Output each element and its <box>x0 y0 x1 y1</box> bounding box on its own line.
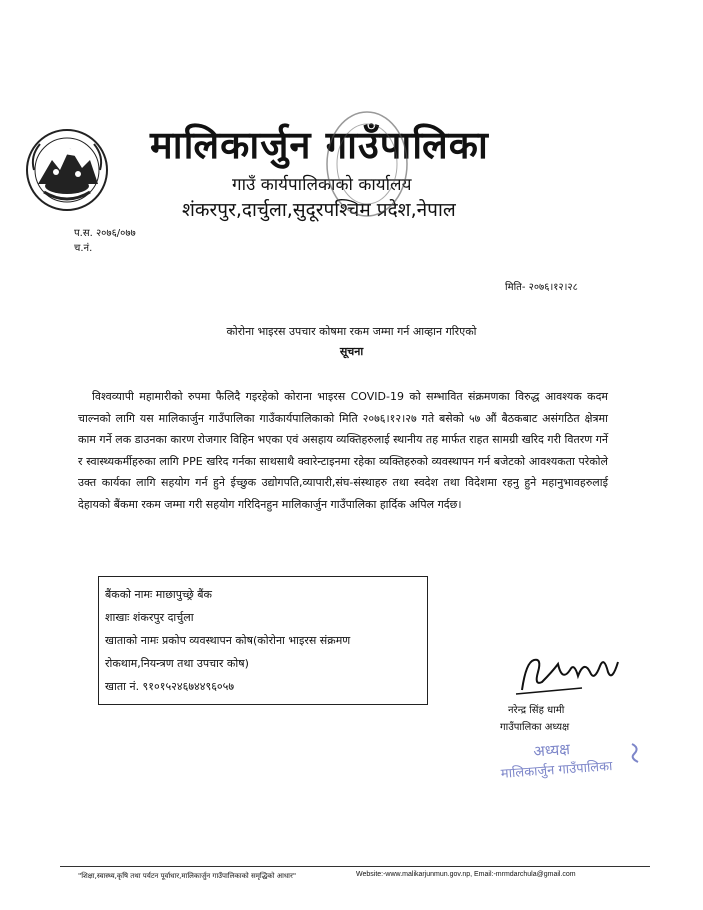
office-address: शंकरपुर,दार्चुला,सुदूरपश्चिम प्रदेश,नेपाल <box>182 199 456 221</box>
stamp-line1: अध्यक्ष <box>532 740 571 761</box>
bank-name: बैंकको नामः माछापुच्छ्रे बैंक <box>105 588 212 601</box>
footer-slogan: "शिक्षा,स्वास्थ्य,कृषि तथा पर्यटन पूर्वाधार,मालिकार्जुन गाउँपालिकाको समृद्धिको आधार" <box>78 872 297 880</box>
stamp-ink-mark-icon <box>628 742 644 764</box>
reference-number: प.स. २०७६/०७७ <box>74 228 136 239</box>
account-name-line1: खाताको नामः प्रकोप व्यवस्थापन कोष(कोरोना भाइरस संक्रमण <box>105 634 351 647</box>
signatory-name: नरेन्द्र सिंह धामी <box>508 705 565 716</box>
footer-divider <box>60 866 650 867</box>
nepal-government-emblem-icon <box>24 126 110 216</box>
chairperson-stamp <box>499 736 613 782</box>
bank-branch: शाखाः शंकरपुर दार्चुला <box>105 611 194 624</box>
account-number: खाता नं. ९१०१५२४६७४४९६०५७ <box>105 680 235 693</box>
notice-heading: सूचना <box>339 345 364 358</box>
stamp-line2: मालिकार्जुन गाउँपालिका <box>500 759 613 782</box>
bank-details-box <box>98 576 428 705</box>
reference-block <box>74 226 136 256</box>
signatory-title: गाउँपालिका अध्यक्ष <box>500 722 570 733</box>
municipality-title: मालिकार्जुन गाउँपालिका <box>150 123 489 167</box>
subject-block <box>0 322 703 362</box>
signature-icon <box>512 642 632 702</box>
dispatch-number: च.नं. <box>74 243 93 254</box>
account-name-line2: रोकथाम,नियन्त्रण तथा उपचार कोष) <box>105 657 249 670</box>
notice-body: विश्वव्यापी महामारीको रुपमा फैलिदै गइरहेको कोराना भाइरस COVID-19 को सम्भावित संक्रमणका विरुद्ध आवश्यक कदम चाल्नको लागि यस मालिकार्जुन गाउँपालिका गाउँकार्यपालिकाको मिति २०७६।१२।२७ गते बसेको ५७ औं बैठकबाट असंगठित क्षेत्रमा काम गर्ने लक डाउनका कारण रोजगार विहिन भएका एवं असहाय व्यक्तिहरुलाई स्थानीय तह मार्फत राहत सामग्री खरिद गरी वितरण गर्ने र स्वास्थ्यकर्मीहरुका लागि PPE खरिद गर्नका साथसाथै क्वारेन्टाइनमा रहेका व्यक्तिहरुको व्यवस्थापन गर्न बजेटको आवश्यकता परेकोले उक्त कार्यका लागि सहयोग गर्न हुने ईच्छुक उद्योगपति,व्यापारी,संघ-संस्थाहरु तथा स्वदेश तथा विदेशमा रहनु हुने महानुभावहरुलाई देहायको बैंकमा रकम जम्मा गरी सहयोग गरिदिनहुन मालिकार्जुन गाउँपालिका हार्दिक अपिल गर्दछ। <box>78 390 608 511</box>
subject-line: कोरोना भाइरस उपचार कोषमा रकम जम्मा गर्न आव्हान गरिएको <box>226 325 477 338</box>
office-seal-icon <box>322 104 412 224</box>
letter-date: मिति- २०७६।१२।२८ <box>505 282 578 293</box>
office-name: गाउँ कार्यपालिकाको कार्यालय <box>232 175 412 195</box>
footer-contact: Website:-www.malikarjunmun.gov.np, Email:-mrmdarchula@gmail.com <box>356 871 576 878</box>
